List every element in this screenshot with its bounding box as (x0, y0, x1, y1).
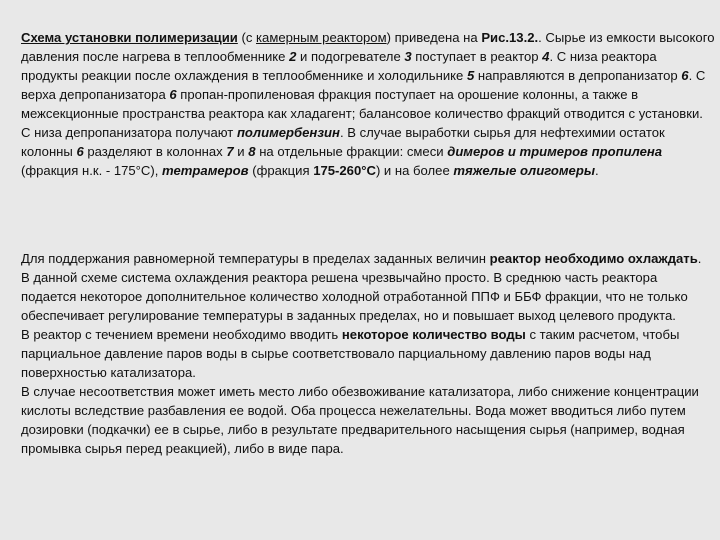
text-run: . (595, 163, 599, 179)
text-run: пропан-пропиленовая фракция поступает на орошение колонны, а также в межсекционные пространства реактора как хладагент; балансовое количество фракций отводится с установки. (21, 87, 703, 122)
text-run: с таким расчетом, чтобы парциальное давление паров воды в сырье соответствовало парциальному давлению паров воды над поверхностью катализатора. (21, 327, 680, 381)
text-run: . (697, 251, 702, 266)
temperature-paragraph (21, 249, 716, 268)
text-run: ) и на более (375, 163, 454, 179)
text-run: и (233, 144, 249, 160)
text-run: . С низа реактора продукты реакции после охлаждения в теплообменнике и холодильнике (21, 49, 657, 84)
text-run: С низа депропанизатора получают (21, 125, 237, 141)
text-run: (фракция н.к. - 175°С), (21, 163, 163, 179)
water-paragraph (21, 325, 716, 382)
mismatch-paragraph (21, 382, 716, 458)
equipment-number: 3 (404, 49, 412, 65)
equipment-number: 6 (681, 68, 689, 84)
fraction-range: 175-260°С (313, 163, 376, 179)
polymerization-scheme-description (21, 28, 716, 180)
text-run: и подогревателе (296, 49, 405, 65)
text-run: ) приведена на (386, 30, 482, 45)
emphasis-phrase: некоторое количество воды (341, 327, 526, 343)
equipment-number: 7 (226, 144, 234, 160)
heading-phrase: Схема установки полимеризации (21, 30, 238, 45)
text-run: разделяют в колоннах (83, 144, 227, 160)
underlined-phrase: камерным реактором (256, 30, 387, 45)
equipment-number: 4 (542, 49, 550, 65)
text-run: (фракция (248, 163, 314, 179)
scheme-paragraph (21, 28, 716, 123)
equipment-number: 5 (466, 68, 475, 84)
text-run: В данной схеме система охлаждения реактора решена чрезвычайно просто. В среднюю часть реактора подается некоторое дополнительное количество холодной отработанной ППФ и ББФ фракции, что не только обеспечивает регулирование температуры в заданных пределах, но и повышает выход целевого продукта. (21, 270, 688, 324)
emphasis-phrase: реактор необходимо охлаждать (489, 251, 698, 266)
figure-reference: Рис.13.2. (481, 30, 539, 45)
product-term: тетрамеров (162, 163, 249, 179)
equipment-number: 8 (248, 144, 256, 160)
text-run: (с (237, 30, 257, 45)
equipment-number: 6 (76, 144, 84, 160)
product-term: тяжелые олигомеры (453, 163, 596, 179)
cooling-paragraph (21, 268, 716, 325)
text-run: . Сырье из емкости высокого давления после нагрева в теплообменнике (21, 30, 715, 65)
reactor-cooling-description (21, 249, 716, 459)
text-run: Для поддержания равномерной температуры в пределах заданных величин (21, 251, 490, 266)
text-run: на отдельные фракции: смеси (255, 144, 448, 160)
text-run: поступает в реактор (411, 49, 543, 65)
text-run: В случае несоответствия может иметь место либо обезвоживание катализатора, либо снижение концентрации кислоты вследствие разбавления ее водой. Оба процесса нежелательны. Вода может вводиться либо путем дозировки (подкачки) ее в сырье, либо в результате предварительного насыщения сырья (например, водная промывка сырья перед реакцией), либо в виде пара. (21, 384, 699, 457)
products-paragraph (21, 123, 716, 180)
equipment-number: 6 (169, 87, 177, 103)
text-run: В реактор с течением времени необходимо вводить (21, 327, 342, 343)
equipment-number: 2 (289, 49, 297, 65)
text-run: . С верха депропанизатора (21, 68, 706, 103)
text-run: направляются в депропанизатор (474, 68, 682, 84)
product-term: димеров и тримеров пропилена (447, 144, 663, 160)
text-run: . В случае выработки сырья для нефтехимии остаток колонны (21, 125, 665, 160)
product-term: полимербензин (236, 125, 340, 141)
